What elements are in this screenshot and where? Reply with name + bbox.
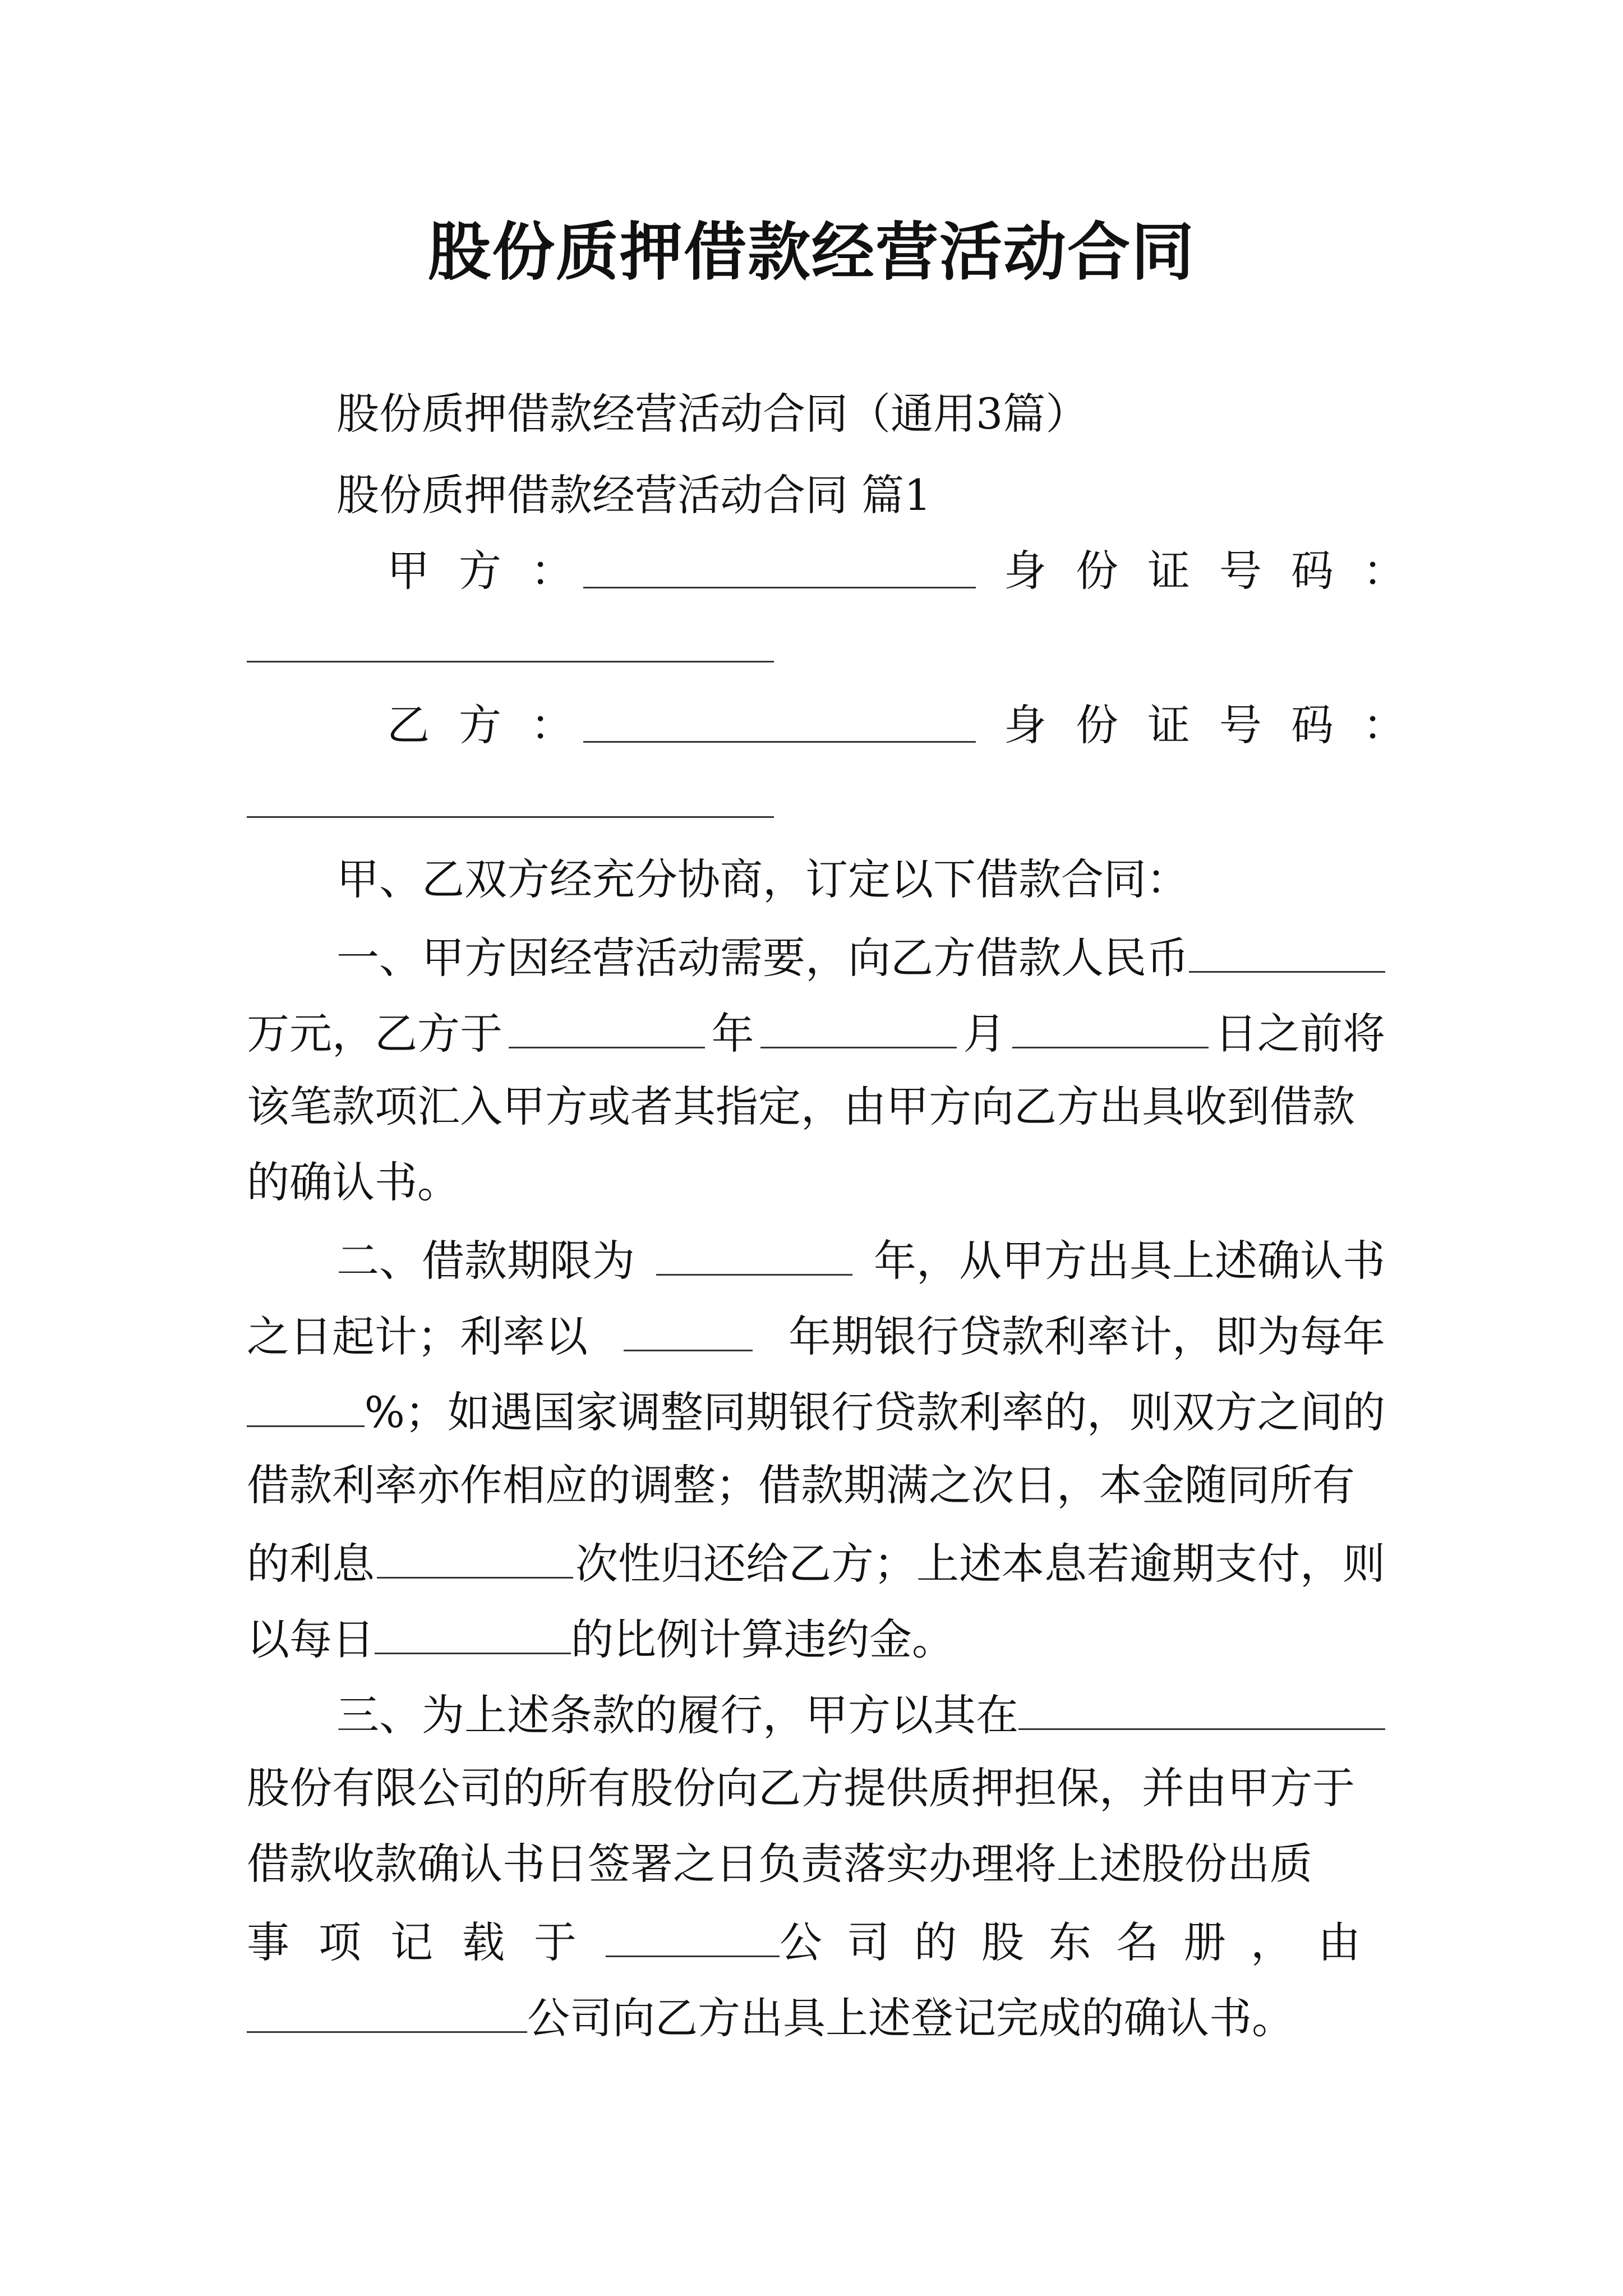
document-subtitle: 股份质押借款经营活动合同（通用3篇） [336,389,1089,439]
clause3-line5: 公司向乙方出具上述登记完成的确认书。 [247,1994,1294,2040]
party-a-label: 甲方： [387,546,602,596]
party-b-label: 乙方： [387,700,602,750]
clause3-line2: 股份有限公司的所有股份向乙方提供质押担保，并由甲方于 [247,1763,1355,1813]
clause1-line1: 一、甲方因经营活动需要，向乙方借款人民币 [247,934,1385,979]
party-a-id-row [1004,546,1435,596]
party-b-id-label: 身份证号码： [1004,700,1435,750]
clause2-line1: 二、借款期限为 年，从甲方出具上述确认书 [336,1236,1385,1286]
clause1-line2: 万元，乙方于 年 月 日之前将 [247,1009,1385,1059]
clause3-line4: 事项记载于 公司的股东名册，由 [247,1917,1385,1967]
clause2-line5: 的利息 次性归还给乙方；上述本息若逾期支付，则 [247,1539,1385,1589]
section-heading: 股份质押借款经营活动合同 篇1 [336,470,932,520]
party-a-id-label: 身份证号码： [1004,546,1435,596]
clause2-line6: 以每日 的比例计算违约金。 [247,1614,955,1664]
intro-paragraph: 甲、乙双方经充分协商，订定以下借款合同： [336,854,1189,904]
party-a-id-blank [247,661,774,662]
party-a-row [387,546,602,596]
clause2-line4: 借款利率亦作相应的调整；借款期满之次日，本金随同所有 [247,1460,1355,1510]
party-b-id-row [1004,700,1435,750]
clause3-line1: 三、为上述条款的履行，甲方以其在 [247,1691,1385,1737]
party-b-id-blank [247,816,774,818]
clause2-line2: 之日起计；利率以 年期银行贷款利率计，即为每年 [247,1312,1385,1361]
clause1-line3: 该笔款项汇入甲方或者其指定，由甲方向乙方出具收到借款 [247,1082,1355,1131]
party-a-name-blank [583,550,976,595]
party-b-name-blank [583,704,976,749]
clause3-line3: 借款收款确认书日签署之日负责落实办理将上述股份出质 [247,1839,1312,1889]
clause2-line3: %；如遇国家调整同期银行贷款利率的，则双方之间的 [247,1388,1385,1434]
party-b-row [387,700,602,750]
document-title: 股份质押借款经营活动合同 [428,215,1195,289]
clause1-line4: 的确认书。 [247,1157,460,1207]
